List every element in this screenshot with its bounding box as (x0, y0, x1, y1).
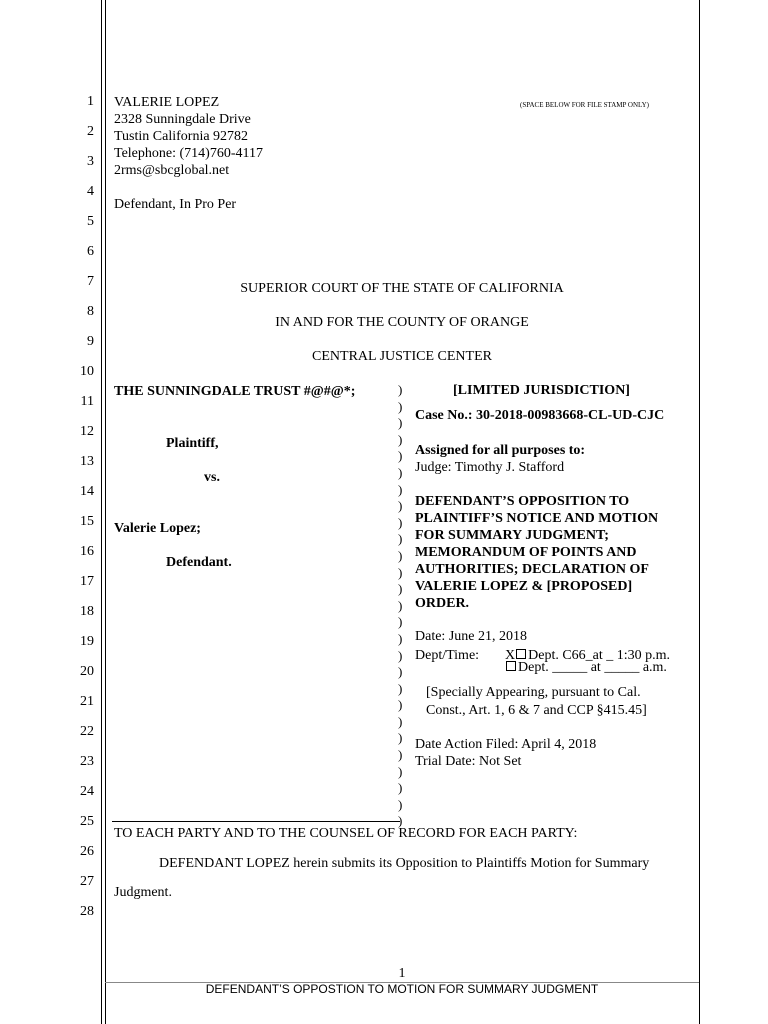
line-number: 3 (87, 154, 94, 169)
dept-line-1-text: Dept. C66_at _ 1:30 p.m. (528, 648, 671, 663)
line-number: 21 (80, 694, 94, 709)
dept-line-2-text: Dept. _____ at _____ a.m. (518, 660, 667, 675)
line-number: 24 (80, 784, 94, 799)
file-stamp-note: (SPACE BELOW FOR FILE STAMP ONLY) (520, 101, 649, 109)
party-address1: 2328 Sunningdale Drive (114, 112, 251, 127)
line-number: 23 (80, 754, 94, 769)
left-margin-rule-outer (101, 0, 102, 1024)
court-name-line1: SUPERIOR COURT OF THE STATE OF CALIFORNIA (240, 281, 564, 296)
body-paragraph: DEFENDANT LOPEZ herein submits its Opposition to Plaintiffs Motion for Summary (159, 856, 650, 871)
right-margin-rule (699, 0, 700, 1024)
party-name: VALERIE LOPEZ (114, 95, 220, 110)
court-name-line3: CENTRAL JUSTICE CENTER (312, 349, 492, 364)
defendant-name: Valerie Lopez; (114, 521, 201, 536)
document-title-line: AUTHORITIES; DECLARATION OF (415, 562, 649, 577)
line-number: 17 (80, 574, 94, 589)
footer-title: DEFENDANT’S OPPOSTION TO MOTION FOR SUMMARY JUDGMENT (205, 982, 599, 996)
line-number: 15 (80, 514, 94, 529)
dept-line-2 (505, 659, 667, 676)
left-margin-rule-inner (105, 0, 106, 1024)
line-number: 27 (80, 874, 94, 889)
line-number: 5 (87, 214, 94, 229)
trial-date: Trial Date: Not Set (415, 754, 522, 769)
line-number: 12 (80, 424, 94, 439)
action-filed-date: Date Action Filed: April 4, 2018 (415, 737, 597, 752)
page-number: 1 (398, 966, 406, 981)
dept-checked-mark: X (505, 648, 516, 663)
line-number: 20 (80, 664, 94, 679)
line-number: 9 (87, 334, 94, 349)
salutation: TO EACH PARTY AND TO THE COUNSEL OF RECORD FOR EACH PARTY: (114, 826, 578, 841)
line-number: 14 (80, 484, 94, 499)
checkbox-icon (506, 661, 516, 671)
caption-divider: ) ) ) ) ) ) ) ) ) ) ) ) ) ) ) ) ) ) ) ) ) ) ) ) ) ) ) (398, 382, 403, 829)
special-appearance-line1: [Specially Appearing, pursuant to Cal. (426, 685, 641, 700)
line-number: 16 (80, 544, 94, 559)
court-name-line2: IN AND FOR THE COUNTY OF ORANGE (275, 315, 529, 330)
line-number: 11 (80, 394, 94, 409)
case-number: Case No.: 30-2018-00983668-CL-UD-CJC (415, 408, 665, 423)
document-title-line: ORDER. (415, 596, 470, 611)
plaintiff-label: Plaintiff, (166, 436, 219, 451)
document-title-line: MEMORANDUM OF POINTS AND (415, 545, 637, 560)
party-email: 2rms@sbcglobal.net (114, 163, 230, 178)
line-number: 19 (80, 634, 94, 649)
line-number: 8 (87, 304, 94, 319)
body-paragraph-continued: Judgment. (114, 885, 172, 900)
dept-time-label: Dept/Time: (415, 648, 480, 663)
party-role: Defendant, In Pro Per (114, 197, 237, 212)
special-appearance-line2: Const., Art. 1, 6 & 7 and CCP §415.45] (426, 703, 647, 718)
document-title-line: DEFENDANT’S OPPOSITION TO (415, 494, 630, 509)
versus-label: vs. (204, 470, 220, 485)
line-number: 13 (80, 454, 94, 469)
line-number: 4 (87, 184, 94, 199)
line-number: 7 (87, 274, 94, 289)
caption-bottom-rule (112, 821, 400, 822)
jurisdiction-label: [LIMITED JURISDICTION] (453, 383, 630, 398)
plaintiff-name: THE SUNNINGDALE TRUST #@#@*; (114, 384, 356, 399)
line-number: 2 (87, 124, 94, 139)
defendant-label: Defendant. (166, 555, 232, 570)
line-number: 28 (80, 904, 94, 919)
line-number: 26 (80, 844, 94, 859)
judge-name: Judge: Timothy J. Stafford (415, 460, 565, 475)
document-title-line: FOR SUMMARY JUDGMENT; (415, 528, 609, 543)
party-telephone: Telephone: (714)760-4117 (114, 146, 263, 161)
line-number: 25 (80, 814, 94, 829)
document-title-line: VALERIE LOPEZ & [PROPOSED] (415, 579, 633, 594)
line-number: 6 (87, 244, 94, 259)
assignment-label: Assigned for all purposes to: (415, 443, 586, 458)
line-number: 22 (80, 724, 94, 739)
line-number: 18 (80, 604, 94, 619)
line-number: 1 (87, 94, 94, 109)
hearing-date: Date: June 21, 2018 (415, 629, 527, 644)
party-address2: Tustin California 92782 (114, 129, 249, 144)
document-title-line: PLAINTIFF’S NOTICE AND MOTION (415, 511, 659, 526)
line-number: 10 (80, 364, 94, 379)
checkbox-icon (516, 649, 526, 659)
